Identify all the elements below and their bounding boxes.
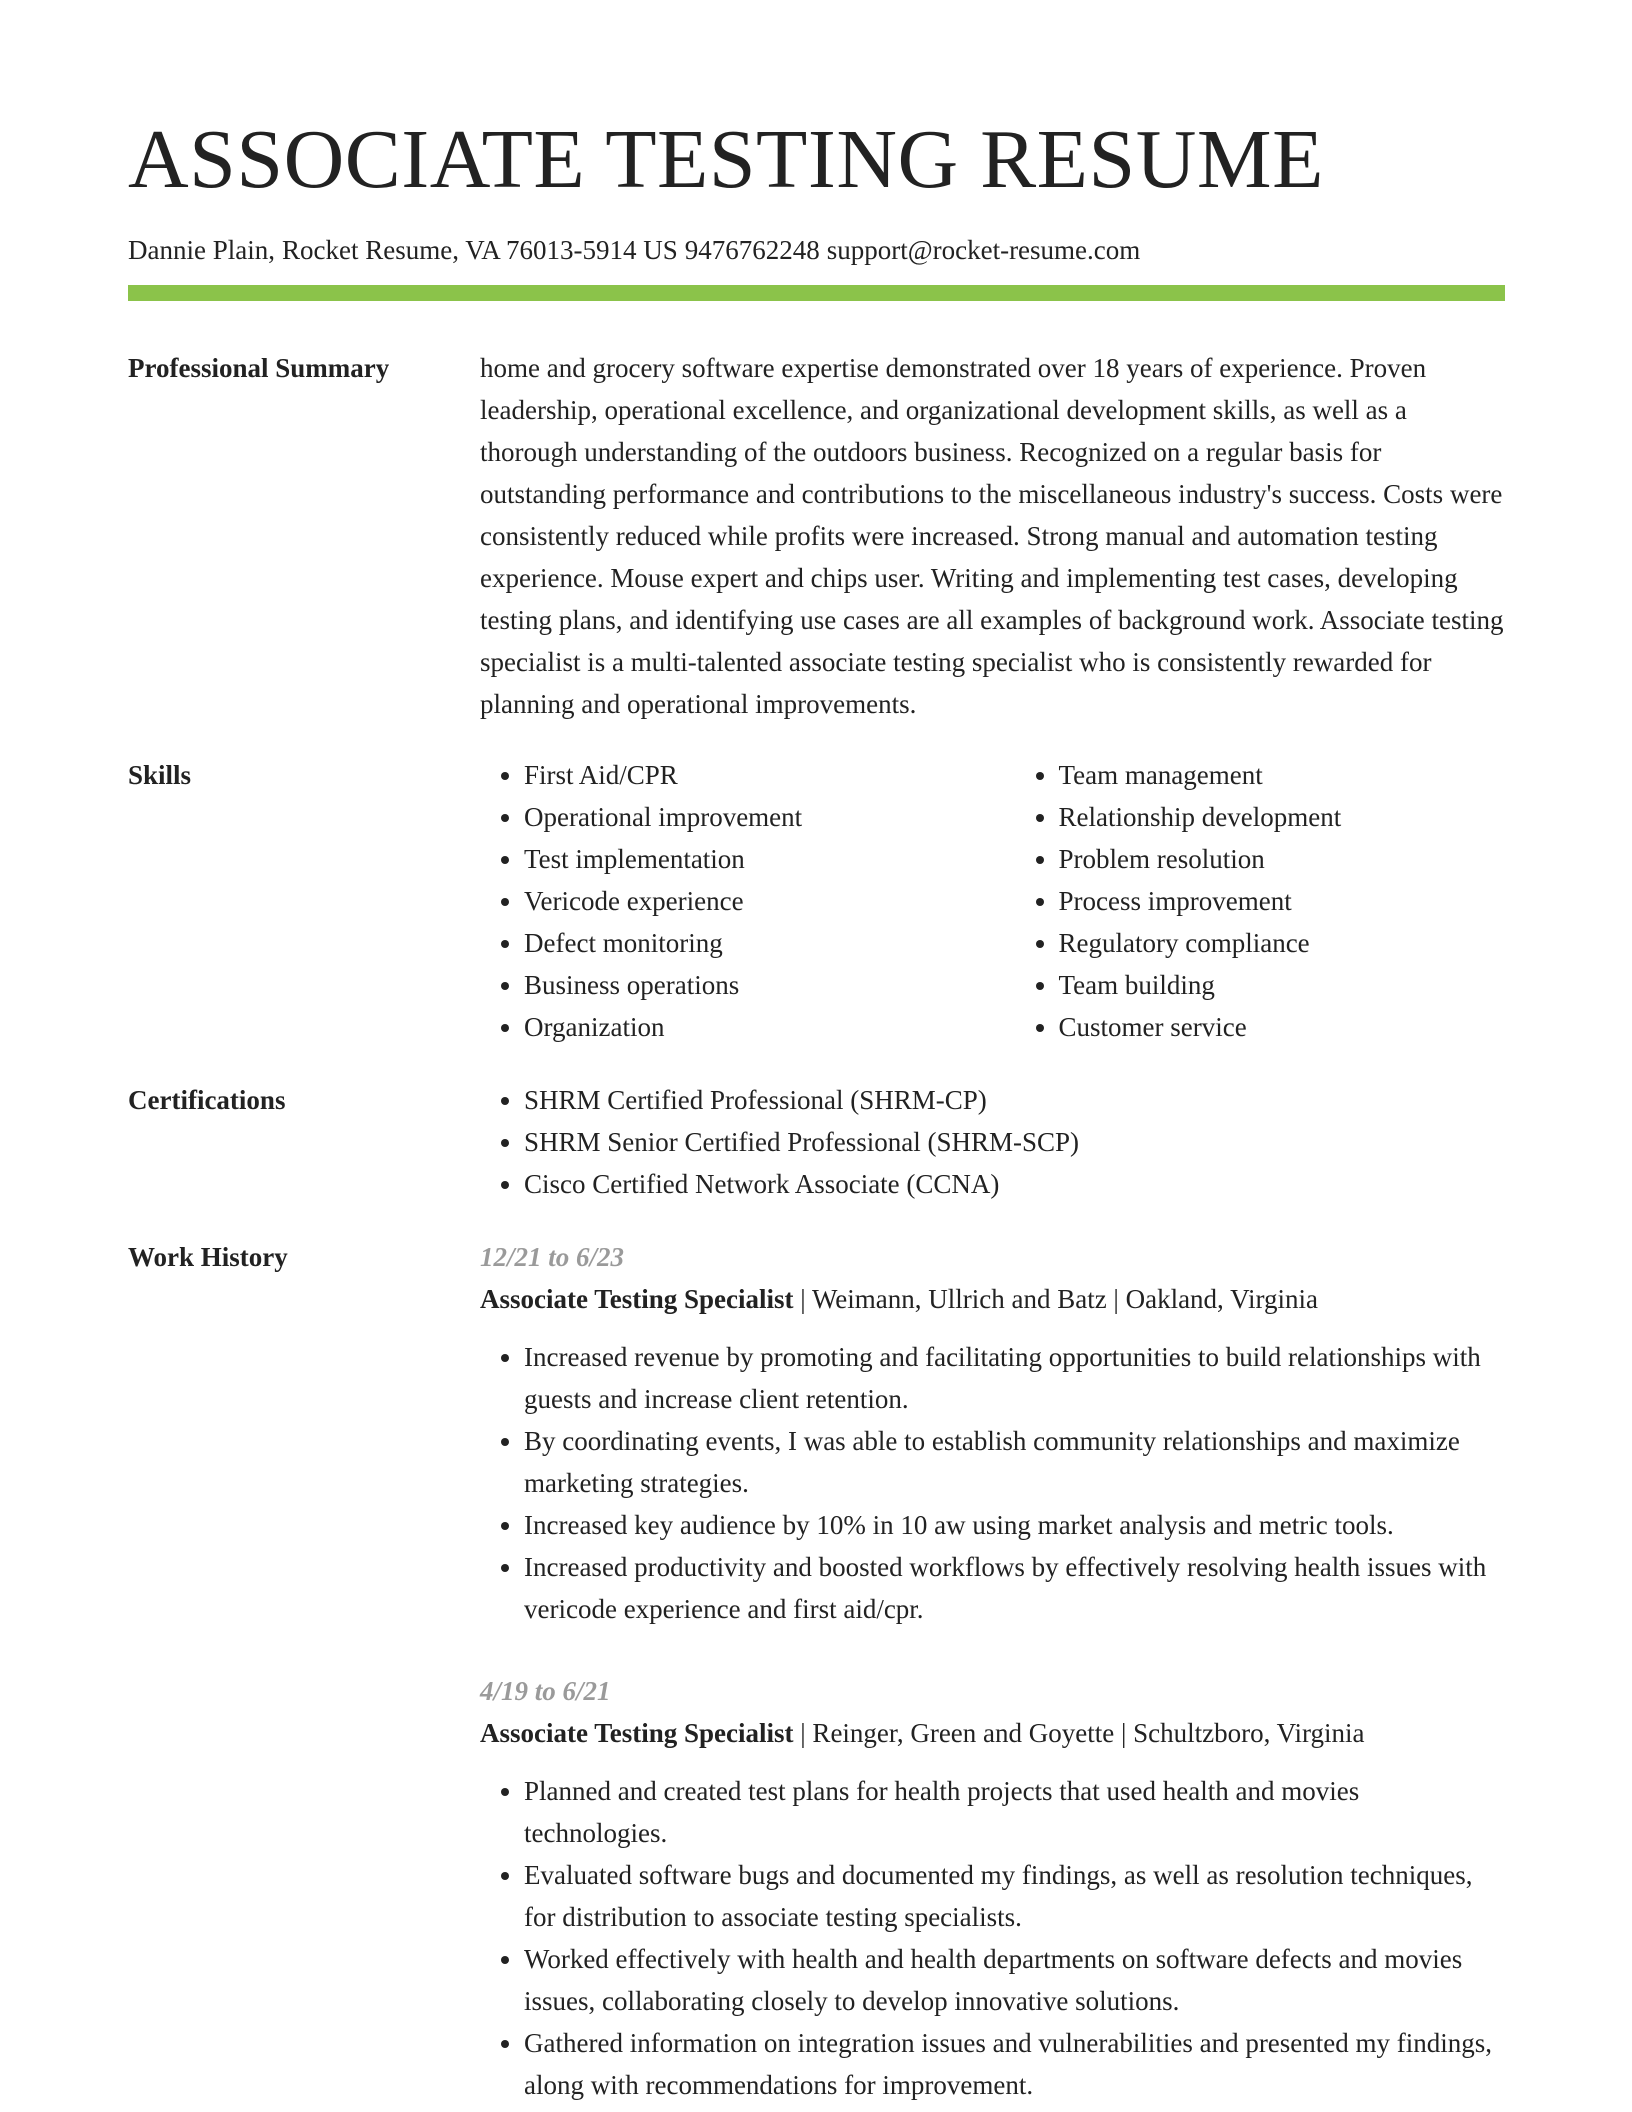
- list-item: • Defect monitoring: [524, 922, 971, 964]
- list-item: • Gathered information on integration issues and vulnerabilities and presented my findings, along with recommendations for improvement.: [524, 2022, 1505, 2106]
- job-employer-location: | Weimann, Ullrich and Batz | Oakland, Virginia: [800, 1284, 1318, 1314]
- section-heading: Skills: [128, 760, 192, 790]
- contact-email: support@rocket-resume.com: [826, 235, 1141, 265]
- job-dates: 12/21 to 6/23: [480, 1242, 625, 1272]
- job-bullets: [480, 1336, 1505, 1630]
- job-bullets: [480, 1770, 1505, 2106]
- list-item: • SHRM Certified Professional (SHRM-CP): [524, 1079, 1505, 1121]
- list-item: • Relationship development: [1059, 796, 1506, 838]
- header-divider: [128, 285, 1505, 301]
- list-item: • First Aid/CPR: [524, 754, 971, 796]
- list-item: • Worked effectively with health and health departments on software defects and movies issues, collaborating closely to develop innovative solutions.: [524, 1938, 1505, 2022]
- certifications-list: [480, 1079, 1505, 1205]
- list-item: • Team management: [1059, 754, 1506, 796]
- list-item: • Regulatory compliance: [1059, 922, 1506, 964]
- list-item: • Planned and created test plans for health projects that used health and movies technologies.: [524, 1770, 1505, 1854]
- list-item: • Customer service: [1059, 1006, 1506, 1048]
- list-item: • Increased key audience by 10% in 10 aw using market analysis and metric tools.: [524, 1504, 1505, 1546]
- section-heading: Certifications: [128, 1085, 286, 1115]
- list-item: • Team building: [1059, 964, 1506, 1006]
- summary-text: home and grocery software expertise demonstrated over 18 years of experience. Proven leadership, operational excellence, and organizational development skills, as well as a thorough understanding of the outdoors business. Recognized on a regular basis for outstanding performance and contributions to the miscellaneous industry's success. Costs were consistently reduced while profits were increased. Strong manual and automation testing experience. Mouse expert and chips user. Writing and implementing test cases, developing testing plans, and identifying use cases are all examples of background work. Associate testing specialist is a multi-talented associate testing specialist who is consistently rewarded for planning and operational improvements.: [480, 353, 1504, 719]
- job-entry: [480, 1236, 1505, 1630]
- list-item: • Process improvement: [1059, 880, 1506, 922]
- list-item: • Vericode experience: [524, 880, 971, 922]
- job-heading: [480, 1278, 1505, 1320]
- skills-body: [480, 754, 1505, 1048]
- list-item: • Problem resolution: [1059, 838, 1506, 880]
- job-dates: 4/19 to 6/21: [480, 1676, 611, 1706]
- list-item: • Cisco Certified Network Associate (CCNA): [524, 1163, 1505, 1205]
- job-entry: [480, 1670, 1505, 2106]
- list-item: • Increased revenue by promoting and facilitating opportunities to build relationships with guests and increase client retention.: [524, 1336, 1505, 1420]
- list-item: • Evaluated software bugs and documented my findings, as well as resolution techniques, for distribution to associate testing specialists.: [524, 1854, 1505, 1938]
- certifications-body: [480, 1079, 1505, 1205]
- contact-name: Dannie Plain,: [128, 235, 275, 265]
- list-item: • Business operations: [524, 964, 971, 1006]
- section-heading: Work History: [128, 1242, 288, 1272]
- job-heading: [480, 1712, 1505, 1754]
- contact-phone: 9476762248: [684, 235, 820, 265]
- skills-list-right: [1015, 754, 1506, 1048]
- work-history-body: [480, 1236, 1505, 2106]
- section-heading: Professional Summary: [128, 353, 390, 383]
- job-title: Associate Testing Specialist: [480, 1284, 794, 1314]
- skills-list-left: [480, 754, 971, 1048]
- contact-address: Rocket Resume, VA 76013-5914 US: [281, 235, 678, 265]
- list-item: • SHRM Senior Certified Professional (SHRM-SCP): [524, 1121, 1505, 1163]
- list-item: • By coordinating events, I was able to establish community relationships and maximize marketing strategies.: [524, 1420, 1505, 1504]
- list-item: • Operational improvement: [524, 796, 971, 838]
- summary-body: [480, 347, 1505, 725]
- job-employer-location: | Reinger, Green and Goyette | Schultzboro, Virginia: [800, 1718, 1365, 1748]
- list-item: • Organization: [524, 1006, 971, 1048]
- job-title: Associate Testing Specialist: [480, 1718, 794, 1748]
- contact-line: [128, 232, 1140, 268]
- list-item: • Increased productivity and boosted workflows by effectively resolving health issues with vericode experience and first aid/cpr.: [524, 1546, 1505, 1630]
- resume-title: ASSOCIATE TESTING RESUME: [128, 113, 1324, 206]
- list-item: • Test implementation: [524, 838, 971, 880]
